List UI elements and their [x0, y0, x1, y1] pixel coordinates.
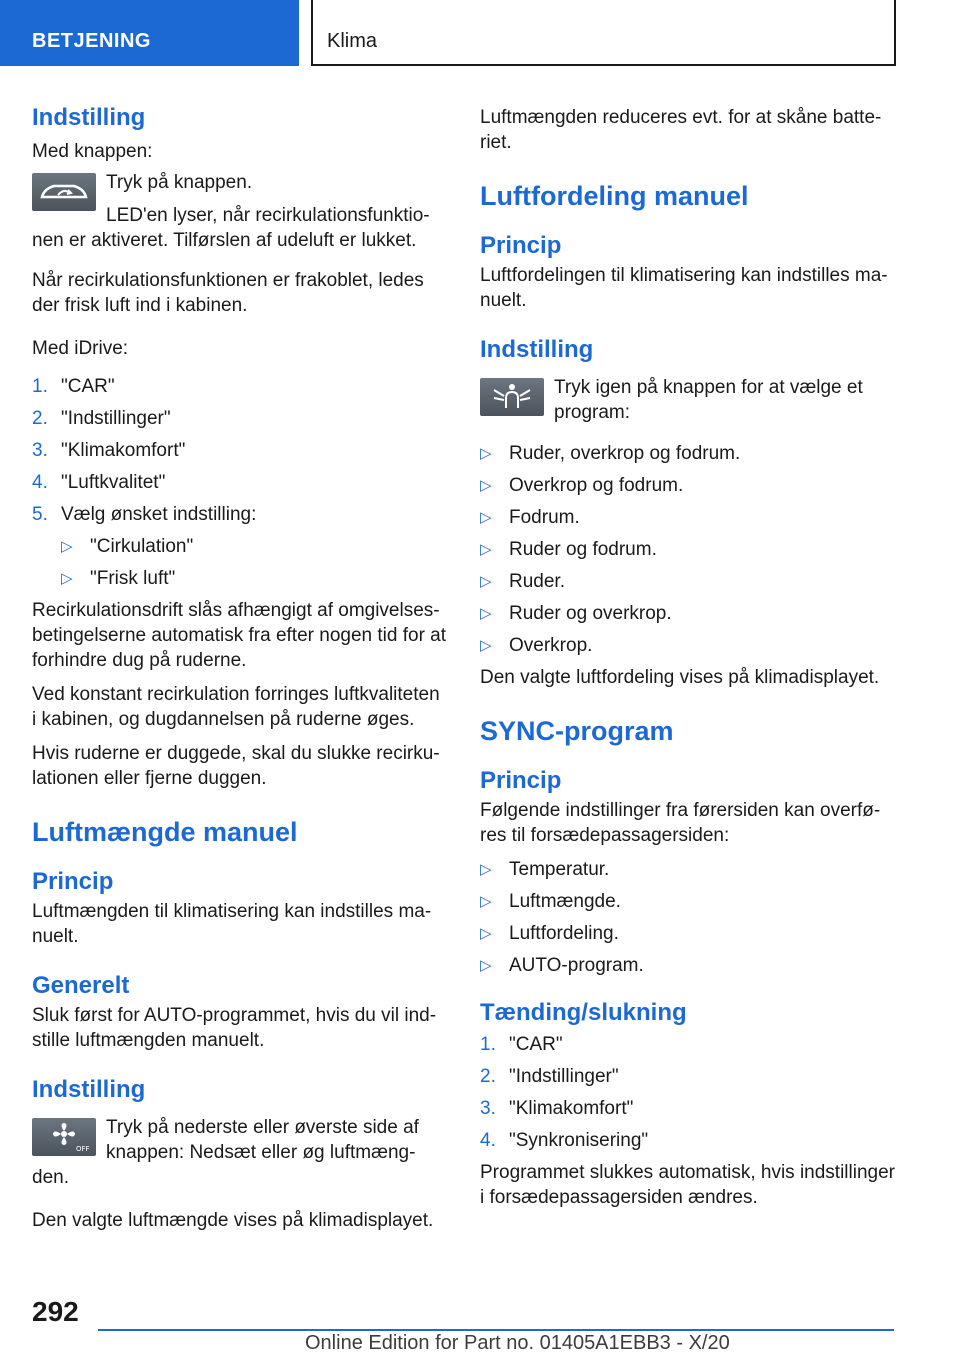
section-heading: Indstilling: [32, 104, 146, 131]
list-item: [32, 502, 447, 527]
list-item: [480, 1128, 895, 1153]
sync-steps: [480, 1032, 895, 1153]
paragraph: Sluk først for AUTO-programmet, hvis du vil ind-stille luftmængden manuelt.: [32, 1005, 437, 1051]
triangle-bullet-icon: ▷: [61, 538, 73, 555]
sync-item-text: AUTO-program.: [509, 955, 644, 976]
chapter-tab[interactable]: Klima: [311, 0, 896, 66]
paragraph: Den valgte luftfordeling vises på klimadisplayet.: [480, 667, 880, 688]
air-distribution-button-icon: [480, 378, 544, 416]
list-item: [480, 1064, 895, 1089]
paragraph: Luftfordelingen til klimatisering kan indstilles ma-nuelt.: [480, 265, 888, 311]
step-text: "Indstillinger": [509, 1066, 619, 1087]
step-number: 1.: [480, 1034, 496, 1055]
right-column: [480, 100, 895, 1219]
svg-text:OFF: OFF: [76, 1145, 90, 1153]
list-item: [480, 537, 895, 562]
list-item: [480, 889, 895, 914]
option-list: [32, 534, 447, 591]
button-instruction: [32, 170, 447, 262]
section-heading: Luftfordeling manuel: [480, 181, 749, 211]
list-item: [480, 569, 895, 594]
subsection-heading: Tænding/slukning: [480, 999, 687, 1026]
idrive-steps: [32, 374, 447, 527]
list-item: [480, 857, 895, 882]
step-number: 4.: [480, 1130, 496, 1151]
list-item: [480, 441, 895, 466]
step-number: 5.: [32, 504, 48, 525]
subsection-heading: Indstilling: [32, 1076, 146, 1103]
triangle-bullet-icon: ▷: [480, 509, 492, 526]
list-item: [32, 374, 447, 399]
triangle-bullet-icon: ▷: [480, 573, 492, 590]
paragraph: Programmet slukkes automatisk, hvis indstillinger i forsædepassagersiden ændres.: [480, 1162, 895, 1208]
paragraph: Den valgte luftmængde vises på klimadisplayet.: [32, 1210, 434, 1231]
list-item: [480, 1032, 895, 1057]
subsection-heading: Generelt: [32, 972, 130, 999]
triangle-bullet-icon: ▷: [480, 445, 492, 462]
triangle-bullet-icon: ▷: [480, 605, 492, 622]
triangle-bullet-icon: ▷: [480, 925, 492, 942]
list-item: [32, 406, 447, 431]
step-text: "CAR": [509, 1034, 563, 1055]
distribution-press-text: Tryk igen på knappen for at vælge et program:: [554, 377, 863, 423]
recirculation-button-icon: [32, 173, 96, 211]
program-text: Overkrop og fodrum.: [509, 475, 684, 496]
list-item: [480, 1096, 895, 1121]
triangle-bullet-icon: ▷: [61, 570, 73, 587]
step-text: "Synkronisering": [509, 1130, 649, 1151]
triangle-bullet-icon: ▷: [480, 861, 492, 878]
section-heading: Luftmængde manuel: [32, 817, 298, 847]
step-number: 4.: [32, 472, 48, 493]
step-text: "Luftkvalitet": [61, 472, 166, 493]
program-text: Fodrum.: [509, 507, 580, 528]
button-instruction: [32, 1115, 447, 1190]
list-item: [480, 505, 895, 530]
step-number: 3.: [32, 440, 48, 461]
paragraph: Med knappen:: [32, 141, 153, 162]
sync-list: [480, 857, 895, 978]
program-list: [480, 441, 895, 658]
list-item: [480, 953, 895, 978]
edition-text[interactable]: Online Edition for Part no. 01405A1EBB3 - X/20: [305, 1332, 730, 1354]
paragraph: Luftmængden reduceres evt. for at skåne batte-riet.: [480, 107, 882, 153]
step-number: 2.: [32, 408, 48, 429]
sync-item-text: Luftmængde.: [509, 891, 621, 912]
step-text: "Indstillinger": [61, 408, 171, 429]
step-text: "Klimakomfort": [61, 440, 186, 461]
header-bar: [0, 0, 960, 66]
paragraph: Luftmængden til klimatisering kan indstilles ma-nuelt.: [32, 901, 432, 947]
button-instruction: [480, 375, 895, 425]
sync-item-text: Temperatur.: [509, 859, 610, 880]
program-text: Ruder, overkrop og fodrum.: [509, 443, 741, 464]
list-item: [480, 601, 895, 626]
press-button-text: Tryk på knappen.: [106, 172, 253, 193]
subsection-heading: Princip: [480, 232, 562, 259]
list-item: [480, 473, 895, 498]
led-text: LED'en lyser, når recirkulationsfunktio-nen er aktiveret. Tilførslen af udeluft er lukket.: [32, 205, 430, 251]
sync-item-text: Luftfordeling.: [509, 923, 619, 944]
triangle-bullet-icon: ▷: [480, 637, 492, 654]
list-item: [480, 633, 895, 658]
triangle-bullet-icon: ▷: [480, 893, 492, 910]
list-item: [32, 566, 447, 591]
paragraph: Med iDrive:: [32, 338, 129, 359]
left-column: [32, 100, 447, 1242]
paragraph: Ved konstant recirkulation forringes luftkvaliteten i kabinen, og dugdannelsen på ruderne øges.: [32, 684, 440, 730]
list-item: [32, 470, 447, 495]
step-text: "Klimakomfort": [509, 1098, 634, 1119]
list-item: [32, 438, 447, 463]
step-text: Vælg ønsket indstilling:: [61, 504, 257, 525]
subsection-heading: Indstilling: [480, 336, 594, 363]
subsection-heading: Princip: [480, 767, 562, 794]
airflow-press-text: Tryk på nederste eller øverste side af knappen: Nedsæt eller øg luftmæng-den.: [32, 1117, 419, 1188]
triangle-bullet-icon: ▷: [480, 477, 492, 494]
fan-button-icon: [32, 1118, 96, 1156]
step-number: 3.: [480, 1098, 496, 1119]
program-text: Ruder og overkrop.: [509, 603, 672, 624]
footer-divider: [98, 1329, 894, 1331]
section-tab[interactable]: BETJENING: [0, 0, 299, 66]
page-number: 292: [32, 1296, 79, 1327]
list-item: [32, 534, 447, 559]
option-text: "Cirkulation": [90, 536, 194, 557]
paragraph: Når recirkulationsfunktionen er frakoblet, ledes der frisk luft ind i kabinen.: [32, 270, 424, 316]
step-text: "CAR": [61, 376, 115, 397]
triangle-bullet-icon: ▷: [480, 957, 492, 974]
paragraph: Hvis ruderne er duggede, skal du slukke recirku-lationen eller fjerne duggen.: [32, 743, 440, 789]
step-number: 1.: [32, 376, 48, 397]
program-text: Overkrop.: [509, 635, 593, 656]
subsection-heading: Princip: [32, 868, 114, 895]
step-number: 2.: [480, 1066, 496, 1087]
triangle-bullet-icon: ▷: [480, 541, 492, 558]
program-text: Ruder og fodrum.: [509, 539, 657, 560]
program-text: Ruder.: [509, 571, 565, 592]
option-text: "Frisk luft": [90, 568, 176, 589]
paragraph: Recirkulationsdrift slås afhængigt af omgivelses-betingelserne automatisk fra efter nogen tid for at forhindre dug på ruderne.: [32, 600, 447, 671]
section-heading: SYNC-program: [480, 716, 674, 746]
paragraph: Følgende indstillinger fra førersiden kan overfø-res til forsædepassagersiden:: [480, 800, 881, 846]
list-item: [480, 921, 895, 946]
